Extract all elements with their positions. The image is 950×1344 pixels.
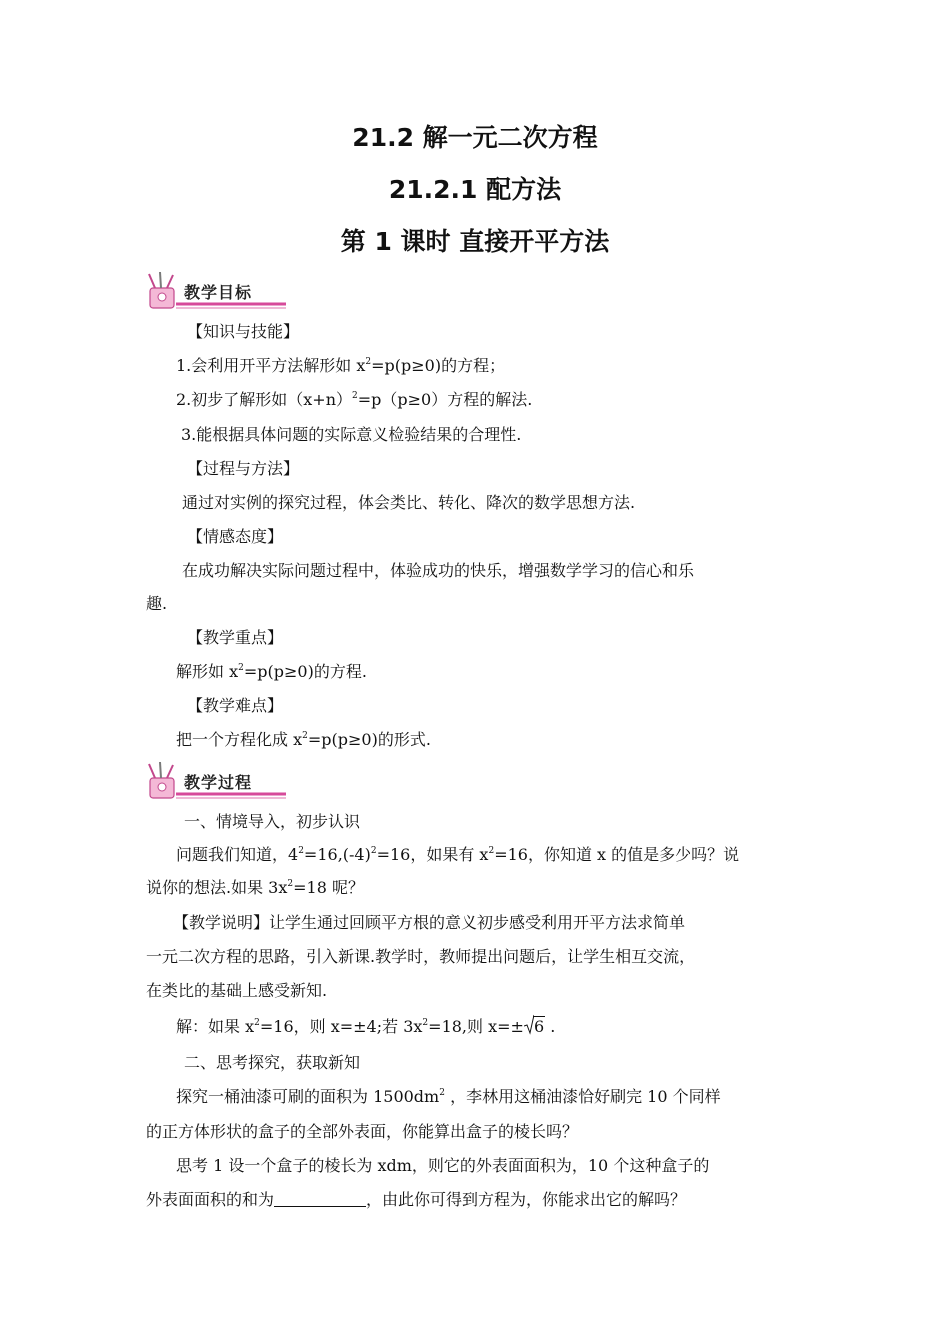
subsection-title: 21.2.1 配方法	[388, 175, 562, 204]
goal-item-3: 3.能根据具体问题的实际意义检验结果的合理性.	[181, 425, 522, 444]
key-point-text: 解形如 $x^2=p(p\ge 0)$的方程.	[176, 662, 367, 681]
question-line-2: 说你的想法.如果 $3x^2=18$ 呢？	[146, 878, 364, 897]
heading-emotion: 【情感态度】	[187, 527, 284, 546]
banner-label: 教学过程	[184, 773, 253, 792]
teaching-note-1: 【教学说明】让学生通过回顾平方根的意义初步感受利用开平方法求简单	[173, 913, 686, 932]
lesson-title: 第 1 课时 直接开平方法	[340, 227, 610, 256]
teaching-note-3: 在类比的基础上感受新知.	[146, 981, 328, 1000]
difficulty-text: 把一个方程化成 $x^2=p(p\ge 0)$的形式.	[176, 730, 431, 749]
fill-blank	[274, 1190, 366, 1207]
process-text: 通过对实例的探究过程，体会类比、转化、降次的数学思想方法.	[182, 493, 636, 512]
goal-item-2: 2.初步了解形如$(x+n)^2=p(p\ge 0)$方程的解法.	[176, 390, 533, 409]
heading-knowledge: 【知识与技能】	[187, 322, 300, 341]
banner-label: 教学目标	[184, 283, 253, 302]
emotion-text-1: 在成功解决实际问题过程中，体验成功的快乐，增强数学学习的信心和乐	[182, 561, 695, 580]
question-line-1: 问题我们知道，$4^2=16,(-4)^2=16$，如果有 $x^2=16$，你知道 x 的值是多少吗？说	[176, 845, 740, 864]
explore-line-2: 的正方体形状的盒子的全部外表面，你能算出盒子的棱长吗？	[146, 1122, 579, 1141]
sqrt-symbol: 6	[524, 1017, 545, 1037]
heading-process: 【过程与方法】	[187, 459, 300, 478]
section-title: 21.2 解一元二次方程	[352, 123, 598, 152]
heading-key-point: 【教学重点】	[187, 628, 284, 647]
teaching-process-banner	[146, 760, 288, 802]
emotion-text-2: 趣.	[146, 594, 168, 613]
solution-line: 解：如果 $x^2=16$，则 x=±4;若 $3x^2=18$,则 x=± 6 .	[176, 1017, 556, 1036]
teaching-note-2: 一元二次方程的思路，引入新课.教学时，教师提出问题后，让学生相互交流，	[146, 947, 696, 966]
goal-item-1: 1.会利用开平方法解形如 $x^2=p(p\ge 0)$的方程；	[176, 356, 506, 375]
think-line-2: 外表面面积的和为 ，由此你可得到方程为，你能求出它的解吗？	[146, 1190, 687, 1209]
step-1-heading: 一、情境导入，初步认识	[184, 812, 361, 831]
think-line-1: 思考 1 设一个盒子的棱长为 xdm，则它的外表面面积为，10 个这种盒子的	[176, 1156, 710, 1175]
step-2-heading: 二、思考探究，获取新知	[184, 1053, 361, 1072]
heading-difficulty: 【教学难点】	[187, 696, 284, 715]
explore-line-1: 探究一桶油漆可刷的面积为 $1500dm^2$ ，李林用这桶油漆恰好刷完 10 个同样	[176, 1087, 721, 1106]
teaching-goals-banner	[146, 270, 288, 312]
